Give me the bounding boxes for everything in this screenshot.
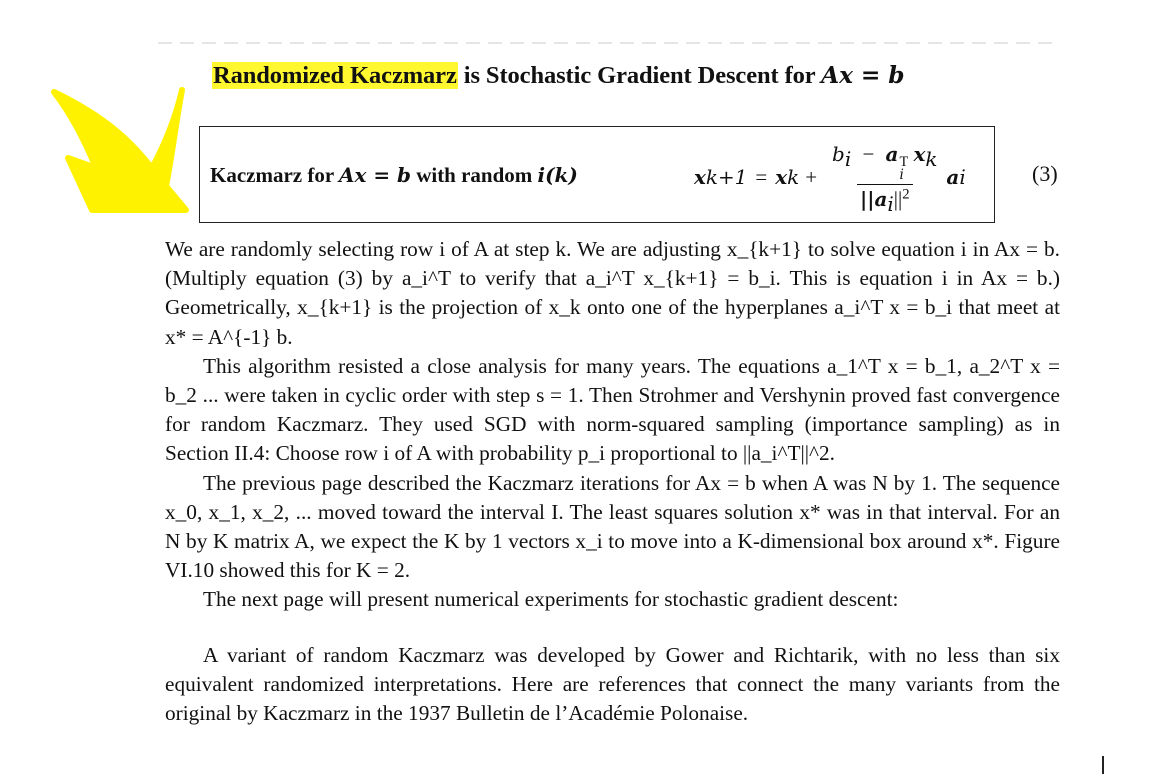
update-fraction: $b_i - a$ T i $x_k$ $||a_i||^2$ [832, 141, 938, 217]
title-equation: Ax = b [821, 62, 905, 89]
paragraph-3: The previous page described the Kaczmarz iterations for Ax = b when A was N by 1. The sequence x_0, x_1, x_2, ... moved toward the interval I. The least squares solution x* was in that interval. For an N by K matrix A, we expect the K by 1 vectors x_i to move into a K-dimensional box around x*. Figure VI.10 showed this for K = 2. [165, 470, 1060, 583]
paragraph-1: We are randomly selecting row i of A at step k. We are adjusting x_{k+1} to solve equation i in Ax = b. (Multiply equation (3) by a_i^T to verify that a_i^T x_{k+1} = b_i. This is equation i in Ax = b.) Geometrically, x_{k+1} is the projection of x_k onto one of the hyperplanes a_i^T x = b_i that meet at x* = A^{-1} b. [165, 237, 1060, 349]
equation-number: (3) [1032, 161, 1058, 186]
kaczmarz-equation-box [199, 126, 995, 223]
scan-artifact-line [158, 42, 1058, 44]
paragraph-4: The next page will present numerical experiments for stochastic gradient descent: [203, 587, 899, 612]
paragraph-5: A variant of random Kaczmarz was developed by Gower and Richtarik, with no less than six equivalent randomized interpretations. Here are references that connect the many variants from the original by Kaczmarz in the 1937 Bulletin de l’Académie Polonaise. [165, 642, 1060, 726]
paragraph-2: This algorithm resisted a close analysis for many years. The equations a_1^T x = b_1, a_2^T x = b_2 ... were taken in cyclic order with step s = 1. Then Strohmer and Vershynin proved fast convergence for random Kaczmarz. They used SGD with norm-squared sampling (importance sampling) as in Section II.4: Choose row i of A with probability p_i proportional to ||a_i^T||^2. [165, 353, 1060, 466]
body-text [165, 235, 1060, 728]
highlighted-phrase: Randomized Kaczmarz [213, 62, 457, 89]
page-title [212, 62, 904, 90]
box-label: Kaczmarz for Ax = b with random i(k) [210, 163, 578, 187]
highlight-arrow-icon [48, 76, 198, 214]
title-text: is Stochastic Gradient Descent for [463, 62, 816, 89]
text-cursor [1102, 756, 1104, 774]
kaczmarz-update-formula: x k+1 = x k + $b_i - a$ T i $x_k$ $||a_i||^2$ a i [694, 141, 966, 217]
